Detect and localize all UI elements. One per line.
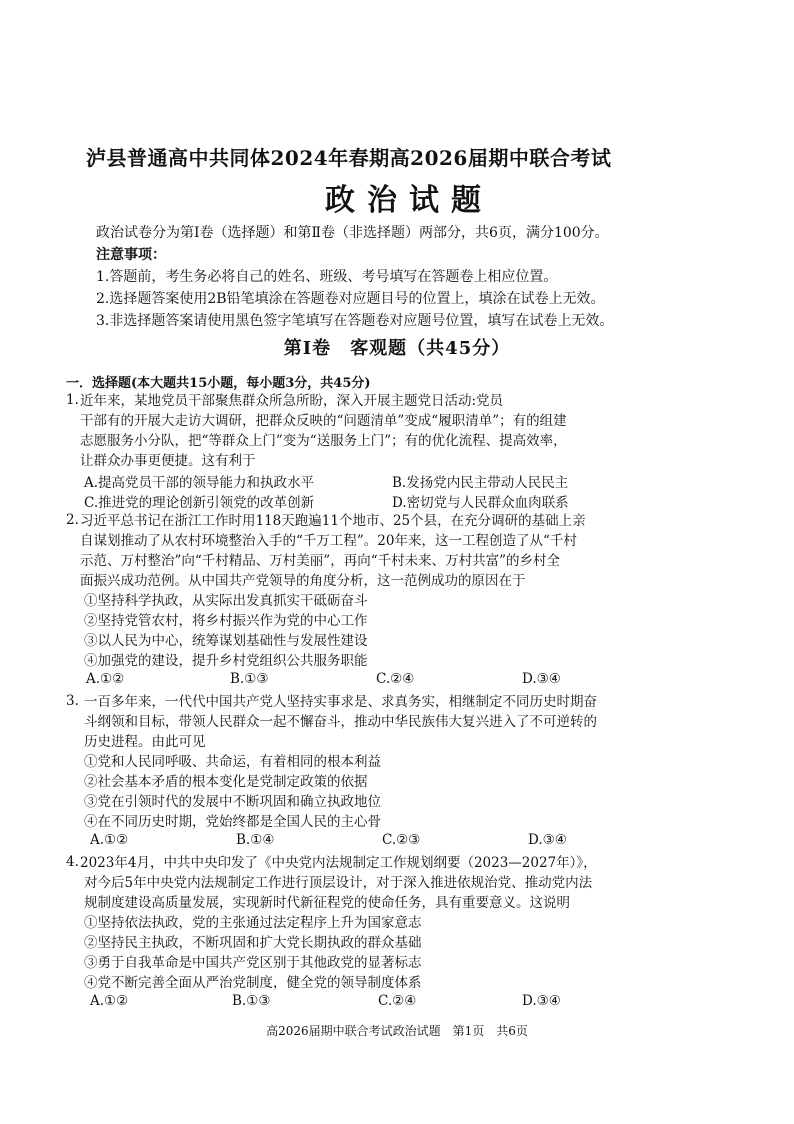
- question-text: 规制度建设高质量发展，实现新时代新征程党的使命任务，具有重要意义。这说明: [84, 895, 570, 911]
- statement-1: ①坚持科学执政，从实际出发真抓实干砥砺奋斗: [84, 593, 368, 609]
- exam-title: 泸县普通高中共同体2024年春期高2026届期中联合考试: [86, 146, 612, 170]
- question-number: 1.: [66, 392, 79, 408]
- subject-title: 政治试题: [325, 183, 493, 218]
- option-b: B.①③: [230, 671, 269, 687]
- question-text: 干部有的开展大走访大调研，把群众反映的“问题清单”变成“履职清单”；有的组建: [80, 413, 567, 429]
- option-a: A.①②: [86, 671, 125, 687]
- page-footer: 高2026届期中联合考试政治试题 第1页 共6页: [266, 1024, 528, 1038]
- question-text: 面振兴成功范例。从中国共产党领导的角度分析，这一范例成功的原因在于: [80, 573, 526, 589]
- option-a: A.①②: [90, 993, 129, 1009]
- intro-text: 政治试卷分为第Ⅰ卷（选择题）和第Ⅱ卷（非选择题）两部分，共6页，满分100分。: [96, 225, 609, 241]
- statement-4: ④党不断完善全面从严治党制度，健全党的领导制度体系: [84, 975, 422, 991]
- question-text: 近年来，某地党员干部聚焦群众所急所盼，深入开展主题党日活动:党员: [80, 393, 504, 409]
- statement-3: ③党在引领时代的发展中不断巩固和确立执政地位: [84, 794, 381, 810]
- option-d: D.③④: [528, 832, 567, 848]
- option-d: D.密切党与人民群众血肉联系: [392, 495, 569, 511]
- question-text: 2023年4月，中共中央印发了《中央党内法规制定工作规划纲要（2023—2027年）》，: [80, 855, 597, 871]
- option-c: C.②③: [382, 832, 421, 848]
- option-c: C.推进党的理论创新引领党的改革创新: [84, 495, 315, 511]
- option-d: D.③④: [522, 671, 561, 687]
- statement-2: ②社会基本矛盾的根本变化是党制定政策的依据: [84, 774, 368, 790]
- note-item: 1.答题前，考生务必将自己的姓名、班级、考号填写在答题卷上相应位置。: [96, 269, 558, 285]
- option-b: B.①④: [236, 832, 275, 848]
- question-text: 志愿服务小分队，把“等群众上门”变为“送服务上门”；有的优化流程、提高效率，: [80, 433, 567, 449]
- statement-1: ①党和人民同呼吸、共命运，有着相同的根本利益: [84, 754, 381, 770]
- section-title: 第Ⅰ卷 客观题（共45分）: [283, 338, 511, 359]
- option-b: B.①③: [232, 993, 271, 1009]
- notes-title: 注意事项：: [96, 247, 166, 263]
- statement-4: ④在不同历史时期，党始终都是全国人民的主心骨: [84, 814, 381, 830]
- option-a: A.提高党员干部的领导能力和执政水平: [84, 475, 315, 491]
- statement-4: ④加强党的建设，提升乡村党组织公共服务职能: [84, 653, 368, 669]
- question-text: 习近平总书记在浙江工作时用118天跑遍11个地市、25个县，在充分调研的基础上亲: [80, 513, 586, 529]
- option-a: A.①②: [90, 832, 129, 848]
- option-c: C.②④: [378, 993, 417, 1009]
- question-text: 一百多年来，一代代中国共产党人坚持实事求是、求真务实，相继制定不同历史时期奋: [84, 694, 597, 710]
- option-d: D.③④: [522, 993, 561, 1009]
- statement-1: ①坚持依法执政，党的主张通过法定程序上升为国家意志: [84, 915, 422, 931]
- question-text: 对今后5年中央党内法规制定工作进行顶层设计，对于深入推进依规治党、推动党内法: [84, 875, 593, 891]
- question-number: 3.: [66, 693, 79, 709]
- question-text: 让群众办事更便捷。这有利于: [80, 453, 256, 469]
- statement-3: ③以人民为中心，统筹谋划基础性与发展性建设: [84, 633, 368, 649]
- question-number: 2.: [66, 512, 79, 528]
- question-text: 历史进程。由此可见: [84, 734, 206, 750]
- statement-2: ②坚持民主执政，不断巩固和扩大党长期执政的群众基础: [84, 935, 422, 951]
- question-text: 斗纲领和目标，带领人民群众一起不懈奋斗，推动中华民族伟大复兴进入了不可逆转的: [84, 714, 597, 730]
- option-b: B.发扬党内民主带动人民民主: [392, 475, 569, 491]
- question-text: 示范、万村整治”向“千村精品、万村美丽”，再向“千村未来、万村共富”的乡村全: [80, 553, 561, 569]
- statement-2: ②坚持党管农村，将乡村振兴作为党的中心工作: [84, 613, 368, 629]
- option-c: C.②④: [376, 671, 415, 687]
- note-item: 3.非选择题答案请使用黑色签字笔填写在答题卷对应题号位置，填写在试卷上无效。: [96, 313, 614, 329]
- note-item: 2.选择题答案使用2B铅笔填涂在答题卷对应题目号的位置上，填涂在试卷上无效。: [96, 291, 605, 307]
- statement-3: ③勇于自我革命是中国共产党区别于其他政党的显著标志: [84, 955, 422, 971]
- question-number: 4.: [66, 854, 79, 870]
- part-heading: 一．选择题(本大题共15小题，每小题3分，共45分): [66, 376, 371, 391]
- question-text: 自谋划推动了从农村环境整治入手的“千万工程”。20年来，这一工程创造了从“千村: [80, 533, 577, 549]
